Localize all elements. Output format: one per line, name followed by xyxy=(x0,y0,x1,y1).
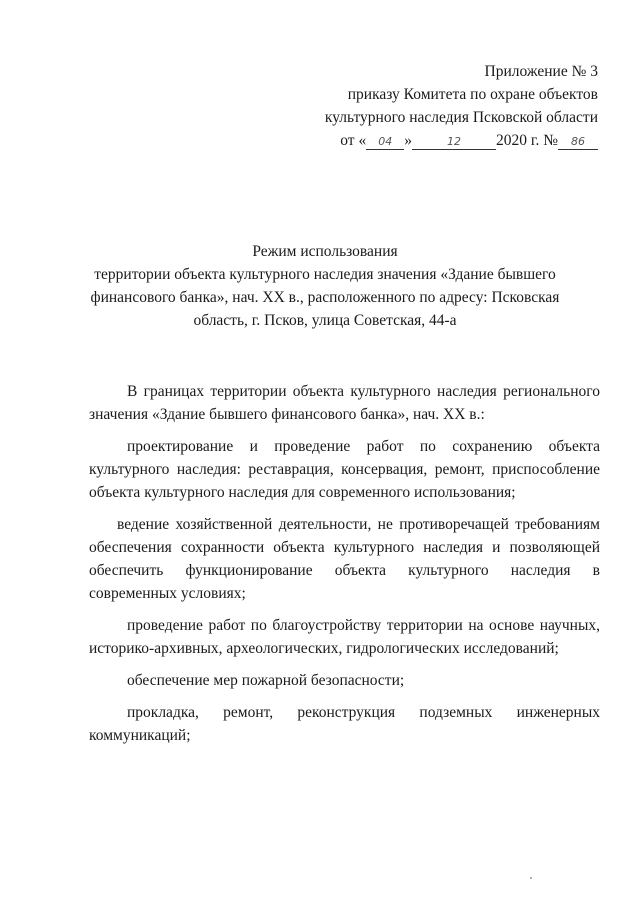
title-line-4: область, г. Псков, улица Советская, 44-а xyxy=(193,312,457,329)
date-prefix: от « xyxy=(340,132,367,149)
appendix-committee-line: культурного наследия Псковской области xyxy=(324,109,598,126)
document-title xyxy=(60,240,590,332)
appendix-date-line xyxy=(298,129,598,152)
appendix-order-line: приказу Комитета по охране объектов xyxy=(347,86,598,103)
appendix-number: Приложение № 3 xyxy=(484,63,598,80)
date-mid: » xyxy=(404,132,412,149)
title-line-3: финансового банка», нач. XX в., расположенного по адресу: Псковская xyxy=(90,289,560,306)
paragraph-design-works: проектирование и проведение работ по сохранению объекта культурного наследия: реставрация, консервация, ремонт, приспособление объекта культурного наследия для современного использования; xyxy=(89,438,600,501)
paragraph-fire-safety: обеспечение мер пожарной безопасности; xyxy=(127,672,405,689)
document-body xyxy=(89,380,600,756)
paragraph-intro: В границах территории объекта культурного наследия регионального значения «Здание бывшего финансового банка», нач. XX в.: xyxy=(89,383,600,423)
handwritten-month: 12 xyxy=(412,135,496,150)
paragraph-landscaping: проведение работ по благоустройству территории на основе научных, историко-архивных, археологических, гидрологических исследований; xyxy=(89,617,600,657)
title-line-1: Режим использования xyxy=(252,243,398,260)
appendix-header xyxy=(298,60,598,152)
handwritten-order-number: 86 xyxy=(558,135,598,150)
handwritten-day: 04 xyxy=(366,135,404,150)
year-text: 2020 г. № xyxy=(495,132,558,149)
scan-speck xyxy=(530,877,532,879)
title-line-2: территории объекта культурного наследия значения «Здание бывшего xyxy=(94,266,556,283)
paragraph-utilities: прокладка, ремонт, реконструкция подземных инженерных коммуникаций; xyxy=(89,704,600,744)
paragraph-economic-activity: ведение хозяйственной деятельности, не противоречащей требованиям обеспечения сохранности объекта культурного наследия и позволяющей обеспечить функционирование объекта культурного наследия в современных условиях; xyxy=(89,516,600,602)
